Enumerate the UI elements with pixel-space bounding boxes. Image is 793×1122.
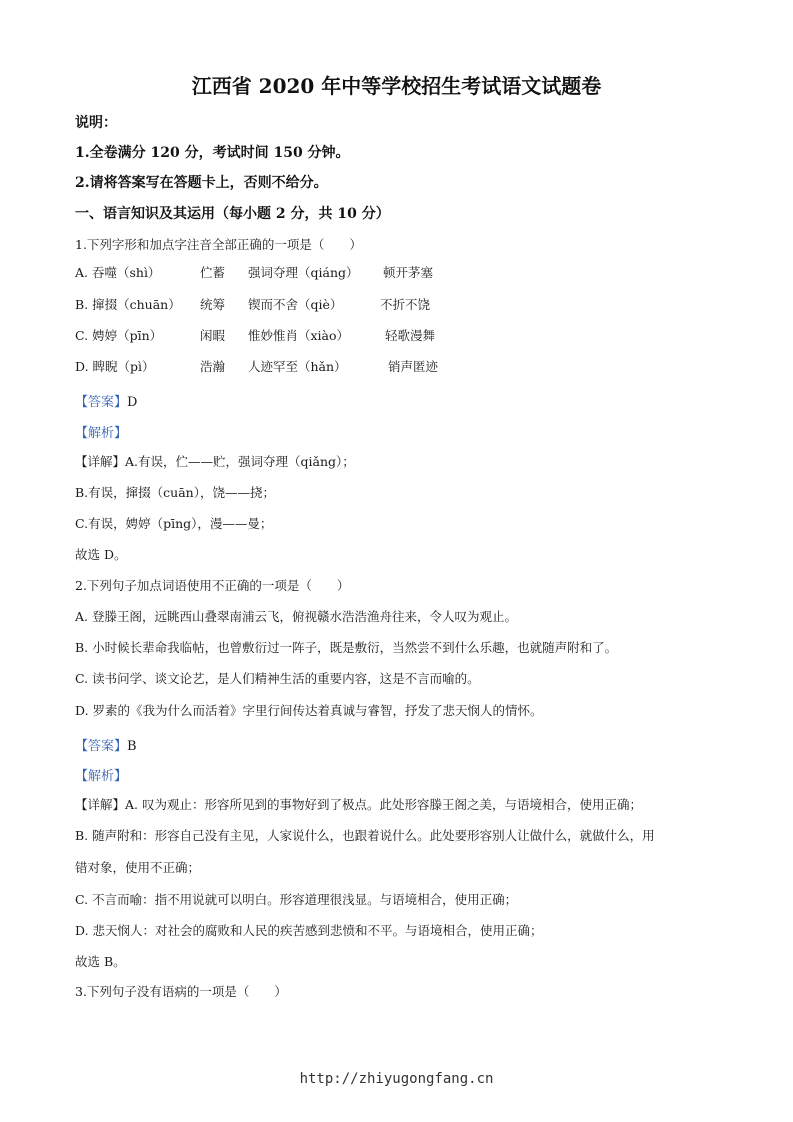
q2-detail-1: 【详解】A. 叹为观止：形容所见到的事物好到了极点。此处形容滕王阁之美，与语境相合，使用正确； — [75, 797, 642, 812]
footer-url[interactable]: http://zhiyugongfang.cn — [299, 1071, 494, 1087]
q1-a-3: 强词夺理（qiáng） — [248, 265, 359, 280]
q2-detail-3: 错对象，使用不正确； — [75, 860, 201, 875]
q1-answer: 【答案】D — [75, 395, 138, 410]
page-title: 江西省 2020 年中等学校招生考试语文试题卷 — [191, 74, 602, 98]
q2-option-a: A. 登滕王阁，远眺西山叠翠南浦云飞，俯视赣水浩浩渔舟往来，令人叹为观止。 — [75, 609, 517, 624]
q1-detail-2: B.有误，撺掇（cuān），饶——挠； — [75, 485, 275, 500]
q1-c-1: C. 娉婷（pīn） — [75, 328, 163, 343]
q1-a-4: 顿开茅塞 — [383, 265, 434, 280]
q1-analysis-label: 【解析】 — [75, 426, 128, 441]
q2-answer: 【答案】B — [75, 739, 137, 754]
q1-option-c — [0, 326, 793, 344]
q2-detail-5: D. 悲天悯人：对社会的腐败和人民的疾苦感到悲愤和不平。与语境相合，使用正确； — [75, 923, 543, 938]
q1-b-1: B. 撺掇（chuān） — [75, 297, 181, 312]
q1-b-3: 锲而不舍（qiè） — [248, 297, 343, 312]
q1-option-a — [0, 263, 793, 281]
q2-answer-value: B — [127, 739, 137, 754]
q2-analysis-label: 【解析】 — [75, 769, 128, 784]
q1-c-2: 闲暇 — [200, 328, 226, 343]
q2-detail-4: C. 不言而喻：指不用说就可以明白。形容道理很浅显。与语境相合，使用正确； — [75, 892, 518, 907]
q1-b-4: 不折不饶 — [380, 297, 431, 312]
q2-option-b: B. 小时候长辈命我临帖，也曾敷衍过一阵子，既是敷衍，当然尝不到什么乐趣，也就随声附和了。 — [75, 640, 618, 655]
q1-detail-4: 故选 D。 — [75, 547, 127, 562]
q1-stem: 1.下列字形和加点字注音全部正确的一项是（ ） — [75, 237, 362, 252]
notes-heading: 说明： — [75, 115, 117, 131]
q1-option-b — [0, 295, 793, 313]
q1-a-2: 伫蓄 — [200, 265, 226, 280]
q2-detail-2: B. 随声附和：形容自己没有主见，人家说什么，也跟着说什么。此处要形容别人让做什么，就做什么，用 — [75, 828, 655, 843]
q1-a-1: A. 吞噬（shì） — [75, 265, 161, 280]
q1-d-1: D. 睥睨（pì） — [75, 359, 155, 374]
q1-option-d — [0, 357, 793, 375]
q1-answer-value: D — [127, 395, 138, 410]
q1-d-4: 销声匿迹 — [388, 359, 439, 374]
q1-d-2: 浩瀚 — [200, 359, 226, 374]
q2-stem: 2.下列句子加点词语使用不正确的一项是（ ） — [75, 578, 350, 593]
note-2: 2.请将答案写在答题卡上，否则不给分。 — [75, 175, 328, 191]
q2-detail-6: 故选 B。 — [75, 954, 126, 969]
note-1: 1.全卷满分 120 分，考试时间 150 分钟。 — [75, 145, 350, 161]
q1-detail-3: C.有误，娉婷（pīng），漫——曼； — [75, 516, 273, 531]
q1-c-3: 惟妙惟肖（xiào） — [248, 328, 350, 343]
q2-option-d: D. 罗素的《我为什么而活着》字里行间传达着真诚与睿智，抒发了悲天悯人的情怀。 — [75, 703, 543, 718]
q1-detail-1: 【详解】A.有误，伫——贮，强词夺理（qiǎng）； — [75, 454, 355, 469]
section-1-heading: 一、语言知识及其运用（每小题 2 分，共 10 分） — [75, 206, 390, 222]
q2-option-c: C. 读书问学、谈文论艺，是人们精神生活的重要内容，这是不言而喻的。 — [75, 671, 480, 686]
q1-c-4: 轻歌漫舞 — [385, 328, 436, 343]
q1-b-2: 统筹 — [200, 297, 226, 312]
q3-stem: 3.下列句子没有语病的一项是（ ） — [75, 984, 287, 999]
q1-d-3: 人迹罕至（hǎn） — [248, 359, 347, 374]
